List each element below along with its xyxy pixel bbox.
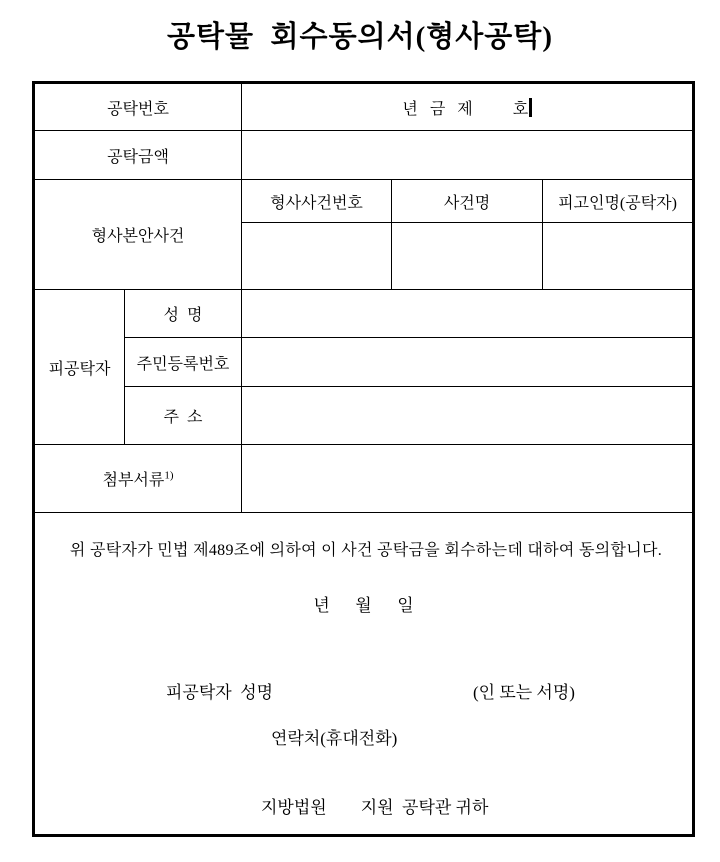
signer-name-line[interactable]: 피공탁자 성명	[166, 683, 274, 702]
criminal-case-number-header: 형사사건번호	[242, 180, 392, 223]
defendant-name-header: 피고인명(공탁자)	[543, 180, 694, 223]
court-addressee-line[interactable]: 지방법원 지원 공탁관 귀하	[261, 798, 489, 817]
depositee-label: 피공탁자	[34, 290, 125, 445]
attachments-label-text: 첨부서류	[102, 472, 165, 489]
deposit-number-label: 공탁번호	[34, 83, 242, 131]
deposit-amount-label: 공탁금액	[34, 131, 242, 180]
deposit-amount-input[interactable]	[242, 131, 694, 180]
deposit-amount-row	[34, 131, 694, 180]
address-row	[34, 387, 694, 445]
depositee-name-label: 성 명	[125, 290, 242, 338]
seal-or-signature-note: (인 또는 서명)	[473, 683, 575, 702]
attachments-input[interactable]	[242, 445, 694, 513]
address-input[interactable]	[242, 387, 694, 445]
text-cursor	[529, 98, 532, 117]
defendant-name-input[interactable]	[543, 223, 694, 290]
depositee-name-row	[34, 290, 694, 338]
resident-id-label: 주민등록번호	[125, 338, 242, 387]
deposit-form-table	[32, 81, 695, 837]
declaration-cell	[34, 513, 694, 836]
attachments-label	[34, 445, 242, 513]
depositee-name-input[interactable]	[242, 290, 694, 338]
deposit-number-input[interactable]	[242, 83, 694, 131]
consent-statement: 위 공탁자가 민법 제489조에 의하여 이 사건 공탁금을 회수하는데 대하여 동의합니다.	[69, 542, 663, 559]
deposit-number-row	[34, 83, 694, 131]
declaration-row	[34, 513, 694, 836]
resident-id-input[interactable]	[242, 338, 694, 387]
attachments-row	[34, 445, 694, 513]
deposit-number-value: 년 금 제 호	[402, 100, 529, 118]
contact-phone-line[interactable]: 연락처(휴대전화)	[271, 729, 398, 748]
address-label: 주 소	[125, 387, 242, 445]
footnote-marker: 1)	[164, 469, 174, 482]
resident-id-row	[34, 338, 694, 387]
date-line[interactable]: 년 월 일	[313, 596, 414, 615]
page-title: 공탁물 회수동의서(형사공탁)	[167, 21, 553, 53]
criminal-case-number-input[interactable]	[242, 223, 392, 290]
case-name-header: 사건명	[392, 180, 543, 223]
criminal-case-header-row	[34, 180, 694, 223]
criminal-case-label: 형사본안사건	[34, 180, 242, 290]
case-name-input[interactable]	[392, 223, 543, 290]
